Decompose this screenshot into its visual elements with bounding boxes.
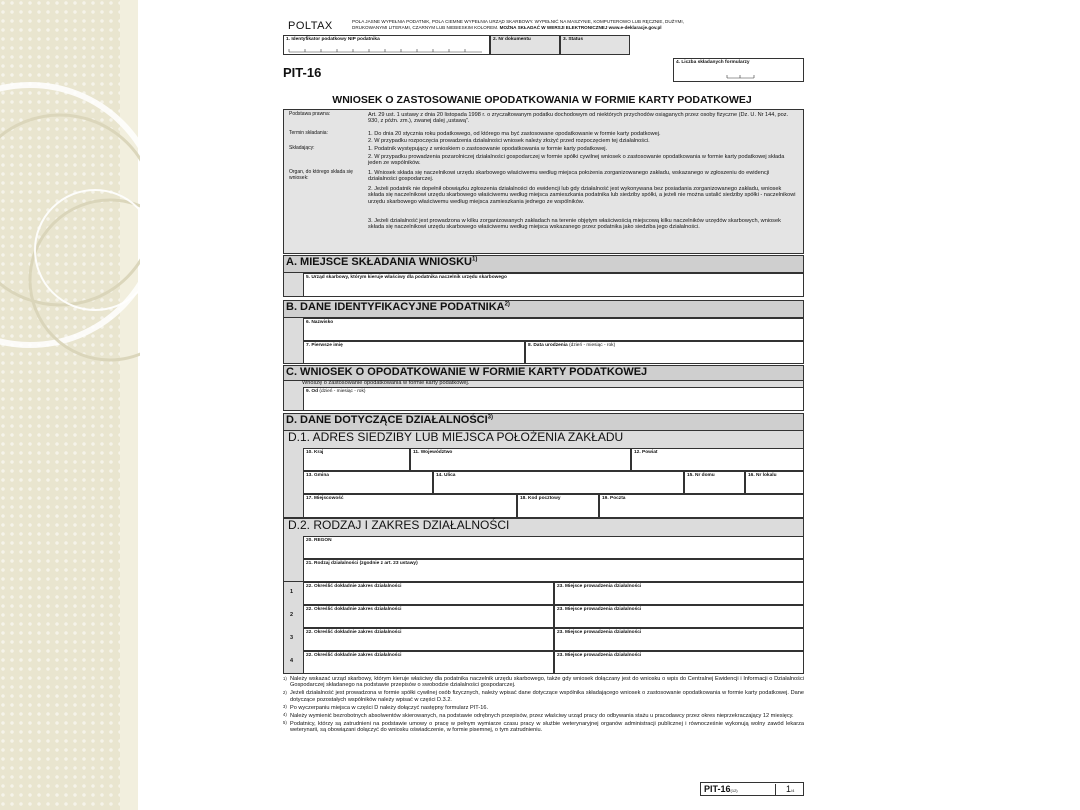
status-field: 3. Status — [560, 35, 630, 55]
county-field[interactable]: 12. Powiat — [631, 448, 804, 471]
first-name-field[interactable]: 7. Pierwsze imię — [303, 341, 525, 364]
activity-scope-field[interactable]: 22. Określić dokładnie zakres działalności — [303, 628, 554, 651]
street-field[interactable]: 14. Ulica — [433, 471, 684, 494]
document-number-field: 2. Nr dokumentu — [490, 35, 560, 55]
activity-place-field[interactable]: 23. Miejsce prowadzenia działalności — [554, 651, 804, 674]
activity-place-field[interactable]: 23. Miejsce prowadzenia działalności — [554, 605, 804, 628]
activity-place-field[interactable]: 23. Miejsce prowadzenia działalności — [554, 628, 804, 651]
count-ticks-icon — [726, 73, 756, 79]
forms-count-field[interactable]: 4. Liczba składanych formularzy — [673, 58, 804, 82]
activity-scope-field[interactable]: 22. Określić dokładnie zakres działalności — [303, 651, 554, 674]
form-code-title: PIT-16 — [283, 65, 322, 80]
effective-date-field[interactable]: 9. Od (dzień - miesiąc - rok) — [303, 387, 804, 411]
pit16-form — [280, 12, 804, 794]
locality-field[interactable]: 17. Miejscowość — [303, 494, 517, 518]
legal-info-block: Podstawa prawna: Art. 29 ust. 1 ustawy z dnia 20 listopada 1998 r. o zryczałtowanym podatku dochodowym od niektórych przychodów osiąganych przez osoby fizyczne (Dz. U. Nr 144, poz. 930, z późn. zm.), zwanej dalej „ustawą”. Termin składania: 1. Do dnia 20 stycznia roku podatkowego, od którego ma być zastosowane opodatkowanie w formie karty podatkowej. 2. W przypadku rozpoczęcia prowadzenia działalności wniosek należy złożyć przed rozpoczęciem tej działalności. Składający: 1. Podatnik występujący z wnioskiem o zastosowanie opodatkowania w formie karty podatkowej. 2. W przypadku prowadzenia pozarolniczej działalności gospodarczej w formie spółki cywilnej wniosek o zastosowanie opodatkowania w formie karty podatkowej składa jeden ze wspólników. Organ, do którego składa się wniosek: 1. Wniosek składa się naczelnikowi urzędu skarbowego właściwemu według miejsca położenia zorganizowanego zakładu, wskazanego w zgłoszeniu do ewidencji działalności gospodarczej. 2. Jeżeli podatnik nie dopełnił obowiązku zgłoszenia działalności do ewidencji lub gdy działalność jest wykonywana bez posiadania zorganizowanego zakładu, wniosek składa się naczelnikowi urzędu skarbowego właściwemu według miejsca zamieszkania podatnika lub siedziby spółki, a jeżeli nie można ustalić siedziby spółki - naczelnikowi urzędu skarbowego właściwemu według miejsca zamieszkania jednego ze wspólników. 3. Jeżeli działalność jest prowadzona w kilku zorganizowanych zakładach na terenie objętym właściwością miejscową kilku naczelników urzędów skarbowych, wniosek składa się naczelnikowi urzędu skarbowego właściwemu według miejsca wskazanego przez podatnika jako siedziba jego działalności. — [283, 109, 804, 254]
nip-digit-ticks-icon — [287, 45, 487, 53]
section-b-header: B. DANE IDENTYFIKACYJNE PODATNIKA$^{2)}$ — [283, 300, 804, 318]
form-header — [280, 12, 804, 34]
birth-date-field[interactable]: 8. Data urodzenia (dzień - miesiąc - rok) — [525, 341, 804, 364]
row-number: 1 — [290, 589, 294, 595]
decorative-rings-icon — [0, 0, 140, 420]
surname-field[interactable]: 6. Nazwisko — [303, 318, 804, 341]
country-field[interactable]: 10. Kraj — [303, 448, 410, 471]
row-number: 3 — [290, 635, 294, 641]
footnotes — [283, 676, 804, 735]
activity-place-field[interactable]: 23. Miejsce prowadzenia działalności — [554, 582, 804, 605]
footnote: 1) Należy wskazać urząd skarbowy, którym kieruje właściwy dla podatnika naczelnik urzędu skarbowego, także gdy wniosek dołączany jest do wniosku o wpis do Centralnej Ewidencji i Informacji o Działalności Gospodarczej składanego na podstawie przepisów o swobodzie działalności gospodarczej. — [283, 675, 804, 689]
poltax-logo: POLTAX — [288, 20, 333, 32]
section-d-header: D. DANE DOTYCZĄCE DZIAŁALNOŚCI$^{3)}$ — [283, 413, 804, 431]
footnote: 5) Podatnicy, którzy są zatrudnieni na podstawie umowy o pracę w pełnym wymiarze czasu pracy w służbie weterynaryjnej organów administracji publicznej i równocześnie wykonują wolny zawód lekarza weterynarii, są obowiązani dołączyć do wniosku oświadczenie, w formie pisemnej, o tym zatrudnieniu. — [283, 720, 804, 733]
section-d1-header: D.1. ADRES SIEDZIBY LUB MIEJSCA POŁOŻENIA ZAKŁADU — [283, 431, 804, 448]
nip-field[interactable]: 1. Identyfikator podatkowy NIP podatnika — [283, 35, 490, 55]
page-footer: PIT-16(12) 1/4 — [700, 782, 804, 796]
form-main-title: WNIOSEK O ZASTOSOWANIE OPODATKOWANIA W FORMIE KARTY PODATKOWEJ — [332, 94, 752, 106]
section-d2-header: D.2. RODZAJ I ZAKRES DZIAŁALNOŚCI — [283, 518, 804, 536]
apartment-number-field[interactable]: 16. Nr lokalu — [745, 471, 804, 494]
fill-instructions: POLA JASNE WYPEŁNIA PODATNIK, POLA CIEMNE WYPEŁNIA URZĄD SKARBOWY. WYPEŁNIĆ NA MASZYNIE, KOMPUTEROWO LUB RĘCZNIE, DUŻYMI, DRUKOWANYMI LITERAMI, CZARNYM LUB NIEBIESKIM KOLOREM. MOŻNA SKŁADAĆ W WERSJI ELEKTRONICZNEJ www.e-deklaracje.gov.pl — [352, 19, 684, 30]
footnote: 2) Jeżeli działalność jest prowadzona w formie spółki cywilnej osób fizycznych, należy wpisać dane dotyczące wspólnika składającego wniosek o zastosowanie opodatkowania w formie karty podatkowej. Dane dotyczące pozostałych wspólników należy wpisać w części D.3.2. — [283, 689, 804, 703]
row-number: 4 — [290, 658, 294, 664]
footnote: 4) Należy wymienić bezrobotnych absolwentów skierowanych, na podstawie odrębnych przepisów, przez właściwy urząd pracy do odbywania stażu u pracodawcy przez okres nieprzekraczający 12 miesięcy. — [283, 712, 794, 719]
postal-code-field[interactable]: 18. Kod pocztowy — [517, 494, 599, 518]
section-a-header: A. MIEJSCE SKŁADANIA WNIOSKU$^{1)}$ — [283, 255, 804, 273]
footnote: 3) Po wyczerpaniu miejsca w części D należy dołączyć następny formularz PIT-16. — [283, 704, 489, 711]
section-c-statement: Wnoszę o zastosowanie opodatkowania w formie karty podatkowej. — [302, 380, 470, 386]
voivodeship-field[interactable]: 11. Województwo — [410, 448, 631, 471]
municipality-field[interactable]: 13. Gmina — [303, 471, 433, 494]
row-number: 2 — [290, 612, 294, 618]
activity-scope-field[interactable]: 22. Określić dokładnie zakres działalności — [303, 582, 554, 605]
regon-field[interactable]: 20. REGON — [303, 536, 804, 559]
activity-type-field[interactable]: 21. Rodzaj działalności (zgodnie z art. 23 ustawy) — [303, 559, 804, 582]
section-c-header: C. WNIOSEK O OPODATKOWANIE W FORMIE KARTY PODATKOWEJ — [283, 365, 804, 381]
activity-scope-field[interactable]: 22. Określić dokładnie zakres działalności — [303, 605, 554, 628]
house-number-field[interactable]: 15. Nr domu — [684, 471, 745, 494]
post-office-field[interactable]: 19. Poczta — [599, 494, 804, 518]
tax-office-field[interactable]: 5. Urząd skarbowy, którym kieruje właściwy dla podatnika naczelnik urzędu skarbowego — [303, 273, 804, 297]
page-number: 1/4 — [775, 784, 794, 796]
